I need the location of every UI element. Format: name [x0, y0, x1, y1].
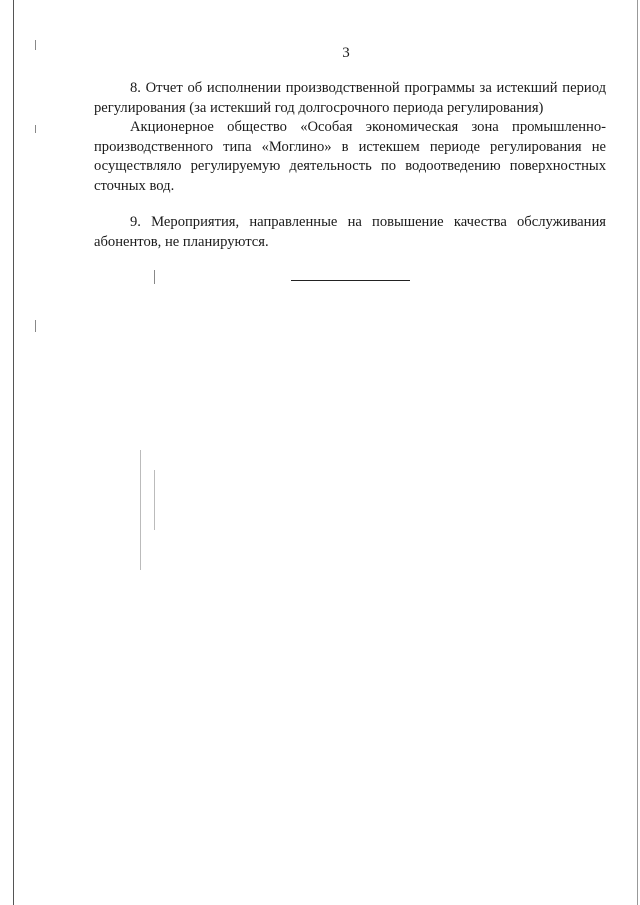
scan-mark — [154, 470, 155, 530]
page-left-edge — [13, 0, 14, 905]
scan-mark — [154, 270, 155, 284]
scan-mark — [140, 450, 141, 570]
page-number: 3 — [342, 45, 350, 61]
document-body — [94, 79, 606, 252]
scan-mark — [35, 125, 36, 133]
end-separator-line — [291, 280, 410, 281]
paragraph-company-statement: Акционерное общество «Особая экономическая зона промышленно-производственного типа «Моглино» в истекшем периоде регулирования не осуществляло регулируемую деятельность по водоотведению поверхностных сточных вод. — [94, 119, 606, 194]
paragraph-section-9: 9. Мероприятия, направленные на повышение качества обслуживания абонентов, не планируются. — [94, 214, 606, 250]
page-right-edge — [637, 0, 638, 905]
paragraph-section-8: 8. Отчет об исполнении производственной программы за истекший период регулирования (за истекший год долгосрочного периода регулирования) — [94, 80, 606, 116]
scan-mark — [35, 320, 36, 332]
